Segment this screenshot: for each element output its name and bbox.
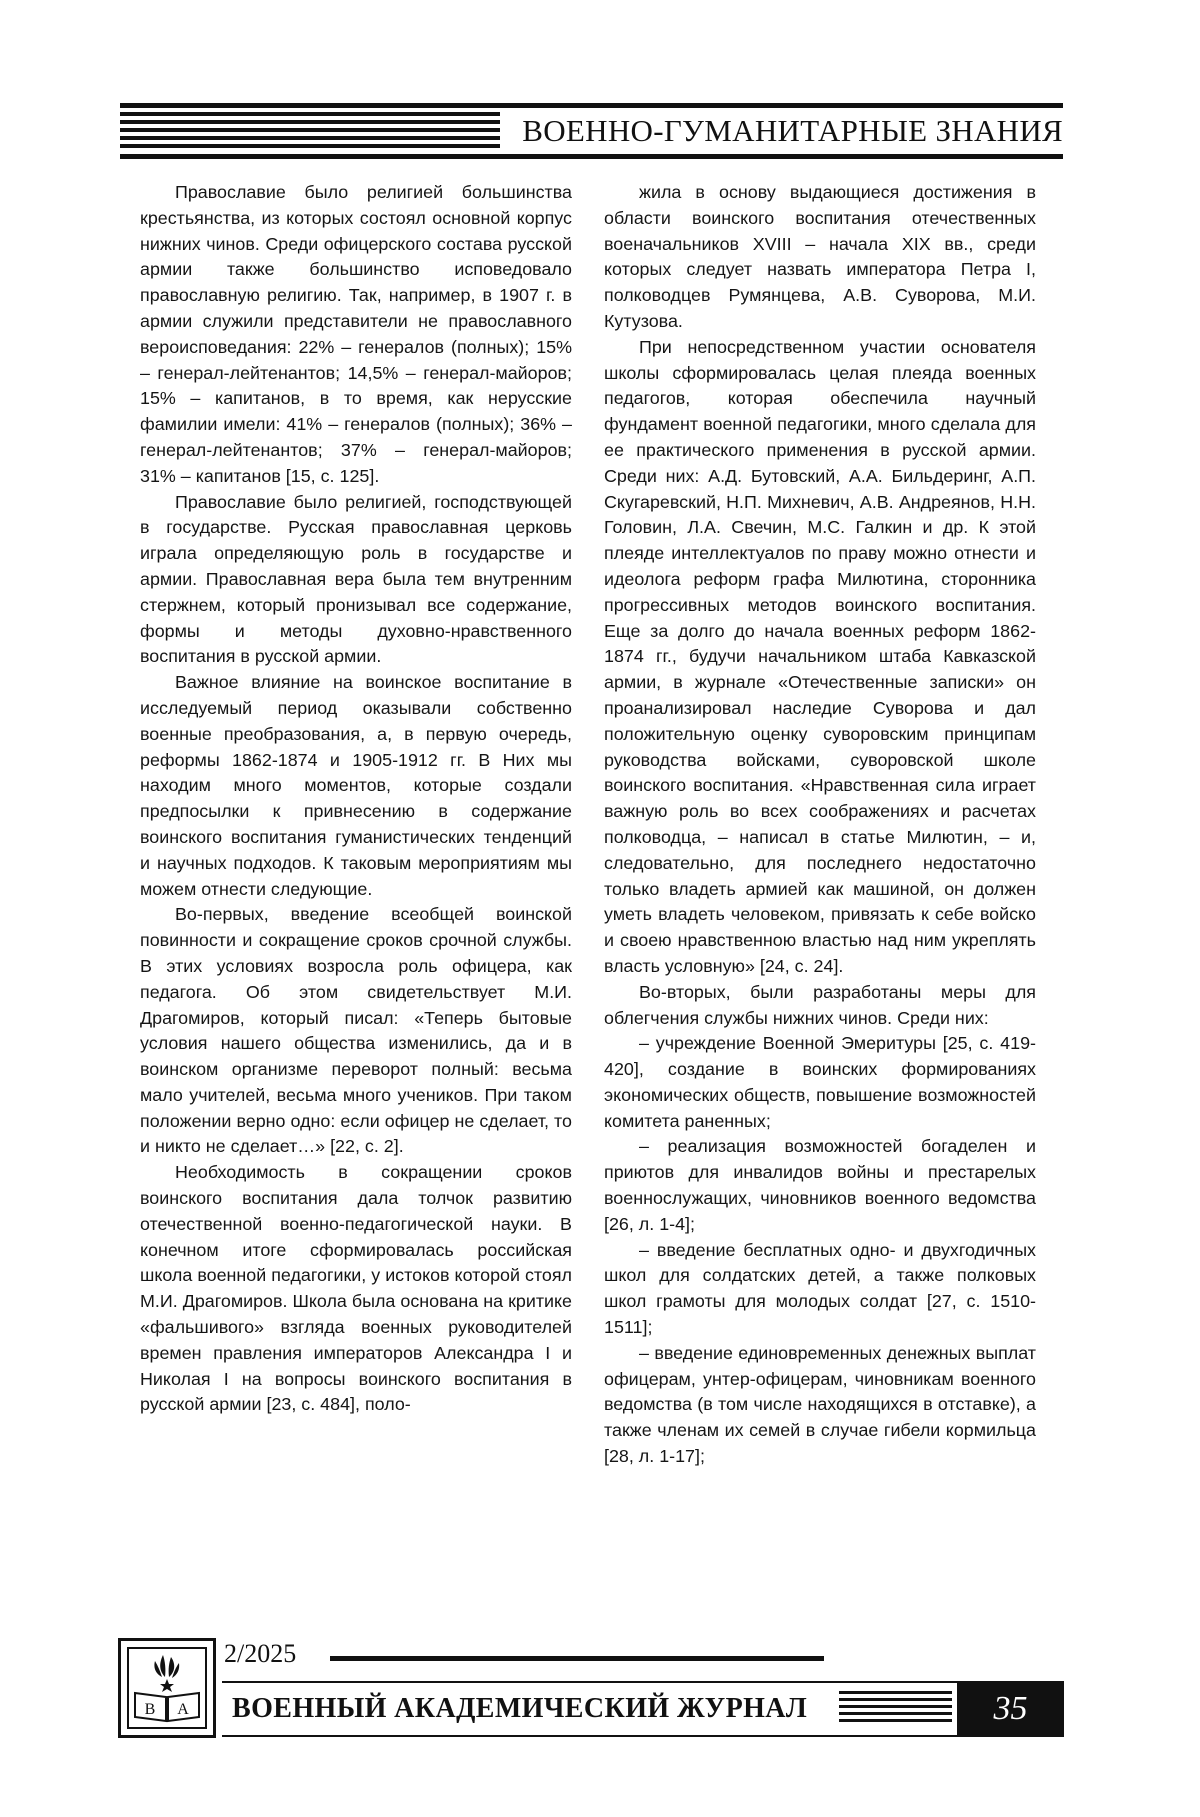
page-number: 35	[993, 1690, 1028, 1727]
journal-title-bar	[222, 1681, 1060, 1737]
journal-emblem	[127, 1647, 207, 1729]
issue-rule	[330, 1656, 824, 1661]
list-item: – введение бесплатных одно- и двухгодичных школ для солдатских детей, а также полковых школ грамоты для молодых солдат [27, с. 1510-1511];	[604, 1239, 1036, 1338]
running-footer	[118, 1638, 1065, 1738]
list-item: – реализация возможностей богаделен и приютов для инвалидов войны и престарелых военнослужащих, чиновников военного ведомства [26, л. 1-4];	[604, 1136, 1036, 1234]
footer-decorative-lines	[839, 1691, 952, 1727]
journal-logo	[118, 1638, 216, 1738]
header-decorative-lines	[120, 103, 500, 159]
paragraph: Необходимость в сокращении сроков воинского воспитания дала толчок развитию отечественной военно-педагогической науки. В конечном итоге сформировалась российская школа военной педагогики, у истоков которой стоял М.И. Драгомиров. Школа была основана на критике «фальшивого» взгляда военных руководителей времен правления императоров Александра I и Николая I на вопросы воинского воспитания в русской армии [23, с. 484], поло-	[140, 1162, 572, 1415]
paragraph: Во-первых, введение всеобщей воинской повинности и сокращение сроков срочной службы. В этих условиях возросла роль офицера, как педагога. Об этом свидетельствует М.И. Драгомиров, который писал: «Теперь бытовые условия нашего общества изменились, да и в воинском организме переворот полный: весьма мало учителей, весьма много учеников. При таком положении верно одно: если офицер не сделает, то и никто не сделает…» [22, с. 2].	[140, 904, 572, 1157]
paragraph: Во-вторых, были разработаны меры для облегчения службы нижних чинов. Среди них:	[604, 981, 1036, 1028]
logo-letter-right: А	[177, 1701, 189, 1718]
paragraph: При непосредственном участии основателя школы сформировалась целая плеяда военных педагогов, которая обеспечила научный фундамент военной педагогики, много сделала для ее практического применения в русской армии. Среди них: А.Д. Бутовский, А.А. Бильдеринг, А.П. Скугаревский, Н.П. Михневич, А.В. Андреянов, Н.Н. Головин, Л.А. Свечин, М.С. Галкин и др. К этой плеяде интеллектуалов по праву можно отнести и идеолога реформ графа Милютина, сторонника прогрессивных методов воинского воспитания. Еще за долго до начала военных реформ 1862-1874 гг., будучи начальником штаба Кавказской армии, в журнале «Отечественные записки» он проанализировал наследие Суворова и дал положительную оценку суворовским принципам руководства войсками, суворовской школе воинского воспитания. «Нравственная сила играет важную роль во всех соображениях и расчетах полководца, – написал в статье Милютин, – и, следовательно, для последнего недостаточно только владеть армией как машиной, он должен уметь владеть человеком, привязать к себе войско и своею нравственною властью над ним укреплять власть условную» [24, с. 24].	[604, 336, 1036, 976]
right-column	[604, 180, 1036, 1470]
running-header	[120, 103, 1063, 159]
list-item: – введение единовременных денежных выплат офицерам, унтер-офицерам, чиновникам военного ведомства (в том числе находящихся в отставке), а также членам их семей в случае гибели кормильца [28, л. 1-17];	[604, 1342, 1036, 1467]
paragraph: Православие было религией, господствующей в государстве. Русская православная церковь играла определяющую роль в государстве и армии. Православная вера была тем внутренним стержнем, который пронизывал все содержание, формы и методы духовно-нравственного воспитания в русской армии.	[140, 491, 572, 667]
paragraph: Православие было религией большинства крестьянства, из которых состоял основной корпус нижних чинов. Среди офицерского состава русской армии также большинство исповедовало православную религию. Так, например, в 1907 г. в армии служили представители не православного вероисповедания: 22% – генералов (полных); 15% – генерал-лейтенантов; 14,5% – генерал-майоров; 15% – капитанов, в то время, как нерусские фамилии имели: 41% – генералов (полных); 36% – генерал-лейтенантов; 37% – генерал-майоров; 31% – капитанов [15, с. 125].	[140, 182, 572, 486]
header-rule-top	[500, 103, 1063, 108]
list-item: – учреждение Военной Эмеритуры [25, с. 419-420], создание в воинских формированиях экономических обществ, повышение возможностей комитета раненных;	[604, 1033, 1036, 1131]
section-title: ВОЕННО-ГУМАНИТАРНЫЕ ЗНАНИЯ	[514, 109, 1063, 153]
journal-name: ВОЕННЫЙ АКАДЕМИЧЕСКИЙ ЖУРНАЛ	[232, 1693, 808, 1724]
issue-number: 2/2025	[224, 1639, 297, 1668]
paragraph: Важное влияние на воинское воспитание в исследуемый период оказывали собственно военные преобразования, а, в первую очередь, реформы 1862-1874 и 1905-1912 гг. В Них мы находим много моментов, которые создали предпосылки к привнесению в содержание воинского воспитания гуманистических тенденций и научных подходов. К таковым мероприятиям мы можем отнести следующие.	[140, 672, 572, 899]
paragraph: жила в основу выдающиеся достижения в области воинского воспитания отечественных военачальников XVIII – начала XIX вв., среди которых следует назвать императора Петра I, полководцев Румянцева, А.В. Суворова, М.И. Кутузова.	[604, 182, 1036, 331]
book-emblem-icon	[129, 1649, 205, 1727]
logo-letter-left: В	[144, 1701, 156, 1718]
page-number-box	[957, 1681, 1064, 1737]
header-rule-bottom	[500, 154, 1063, 159]
left-column	[140, 180, 572, 1418]
